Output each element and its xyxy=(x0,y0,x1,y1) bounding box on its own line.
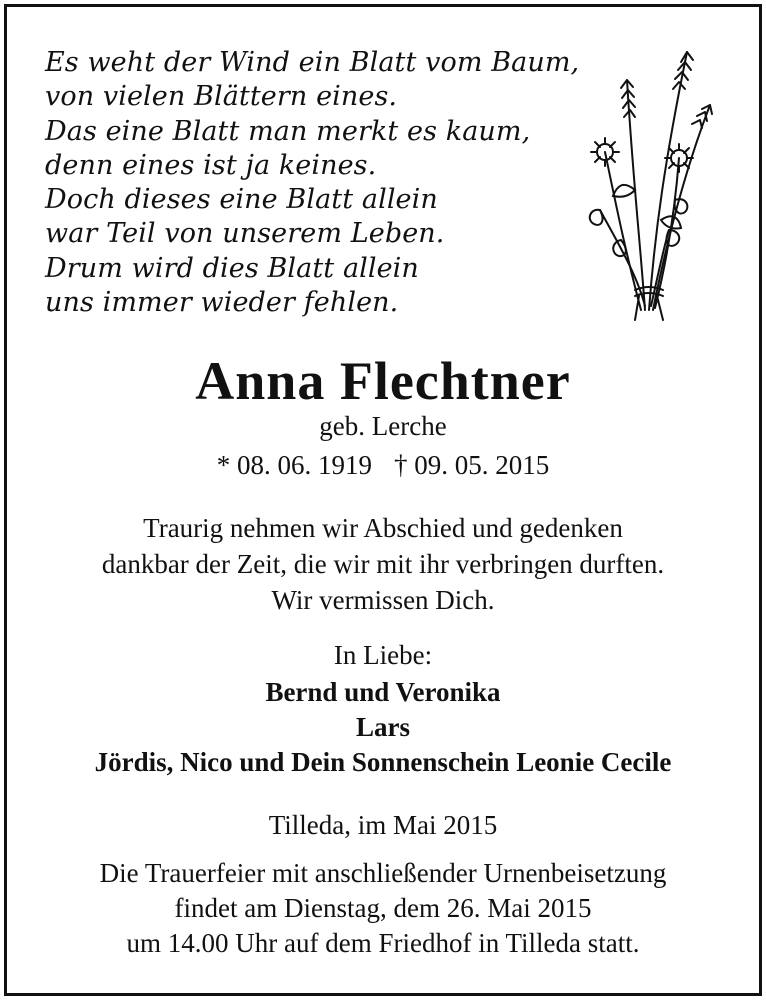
poem-line: Es weht der Wind ein Blatt vom Baum, xyxy=(45,47,580,78)
flower-bouquet-icon xyxy=(575,40,735,330)
poem-line: Drum wird dies Blatt allein xyxy=(45,252,419,284)
mourning-line: Wir vermissen Dich. xyxy=(271,585,495,615)
place-date: Tilleda, im Mai 2015 xyxy=(268,810,498,840)
life-dates xyxy=(0,450,766,481)
poem xyxy=(45,46,585,320)
service-line: Die Trauerfeier mit anschließender Urnenbeisetzung xyxy=(99,858,667,888)
poem-line: Das eine Blatt man merkt es kaum, xyxy=(45,115,531,147)
birth-date: * 08. 06. 1919 xyxy=(216,450,372,480)
mourners-list xyxy=(0,675,766,780)
poem-line: von vielen Blättern eines. xyxy=(45,81,398,113)
service-line: um 14.00 Uhr auf dem Friedhof in Tilleda statt. xyxy=(126,928,640,958)
poem-line: denn eines ist ja keines. xyxy=(45,149,377,181)
service-text xyxy=(0,856,766,961)
service-line: findet am Dienstag, dem 26. Mai 2015 xyxy=(174,893,592,923)
poem-line: war Teil von unserem Leben. xyxy=(45,218,445,250)
in-love-label: In Liebe: xyxy=(333,640,433,670)
maiden-name: geb. Lerche xyxy=(319,411,447,441)
mourner-name: Lars xyxy=(356,712,410,742)
mourner-name: Bernd und Veronika xyxy=(265,677,501,707)
deceased-name: Anna Flechtner xyxy=(195,351,571,411)
mourning-line: dankbar der Zeit, die wir mit ihr verbringen durften. xyxy=(101,549,665,579)
mourner-name: Jördis, Nico und Dein Sonnenschein Leonie Cecile xyxy=(94,747,672,777)
mourning-text xyxy=(0,510,766,618)
death-date: † 09. 05. 2015 xyxy=(394,450,550,480)
poem-line: Doch dieses eine Blatt allein xyxy=(45,184,438,216)
mourning-line: Traurig nehmen wir Abschied und gedenken xyxy=(143,513,623,543)
poem-line: uns immer wieder fehlen. xyxy=(45,287,399,319)
